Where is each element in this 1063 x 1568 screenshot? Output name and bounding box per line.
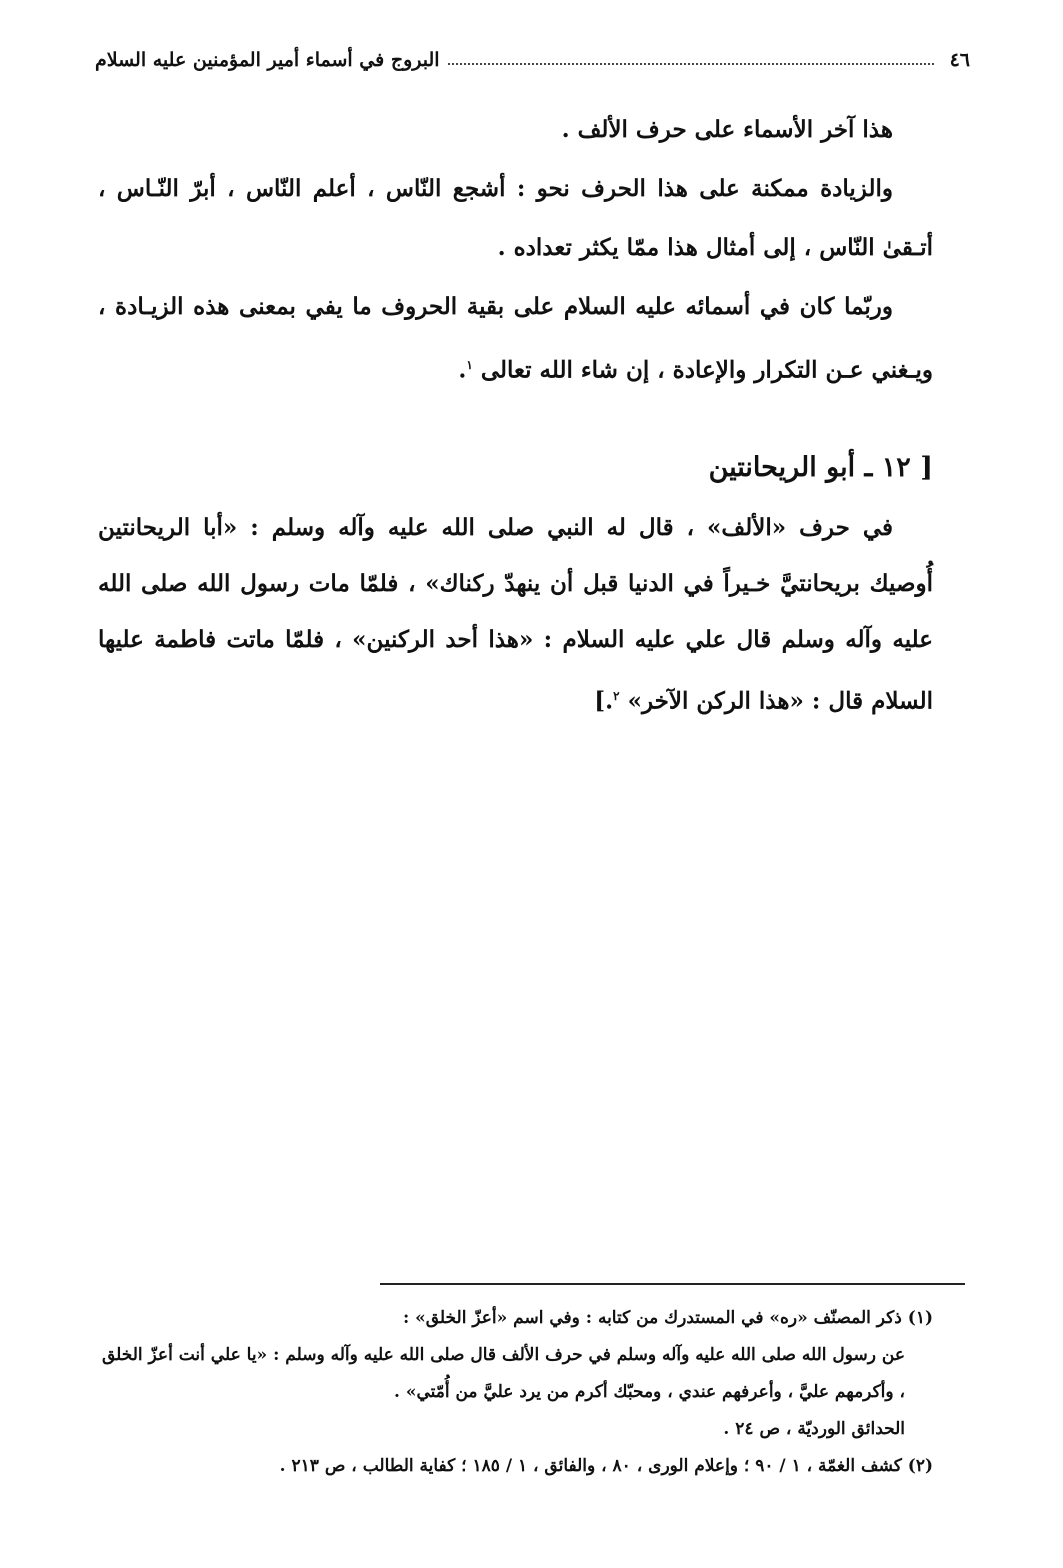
section-title: [ ١٢ ـ أبو الريحانتين [708,452,933,483]
book-title: البروج في أسماء أمير المؤمنين عليه السلام [95,49,440,71]
footnote-separator [380,1283,965,1285]
footnote-source: الحدائق الورديّة ، ص ٢٤ . [723,1419,905,1439]
footnotes [98,1300,933,1485]
running-header [95,40,970,80]
footnote: (٢) كشف الغمّة ، ١ / ٩٠ ؛ وإعلام الورى ، ٨٠ ، والفائق ، ١ / ١٨٥ ؛ كفاية الطالب ، ص ٢١٣ . [279,1456,933,1476]
footnote: (١) ذكر المصنّف «ره» في المستدرك من كتابه : وفي اسم «أعزّ الخلق» : [402,1308,933,1328]
page-number: ٤٦ [949,49,970,71]
paragraph: والزيادة ممكنة على هذا الحرف نحو : أشجع النّاس ، أعلم النّاس ، أبرّ النّـاس ، أتـقىٰ النّاس ، إلى أمثال هذا ممّا يكثر تعداده . [98,175,933,261]
section-body [98,500,933,730]
footnote-ref: ٢ [613,689,620,703]
main-body [98,100,933,400]
paragraph: وربّما كان في أسمائه عليه السلام على بقية الحروف ما يفي بمعنى هذه الزيـادة ، ويـغني عـن التكرار والإعادة ، إن شاء الله تعالى $^١$. [98,293,933,384]
paragraph: في حرف «الألف» ، قال له النبي صلى الله عليه وآله وسلم : «أبا الريحانتين أُوصيك بريحانتيَّ خـيراً في الدنيا قبل أن ينهدّ ركناك» ، فلمّا مات رسول الله صلى الله عليه وآله وسلم قال علي عليه السلام : «هذا أحد الركنين» ، فلمّا ماتت فاطمة عليها السلام قال : «هذا الركن الآخر» $^٢$.] [98,514,933,715]
footnote: عن رسول الله صلى الله عليه وآله وسلم في حرف الألف قال صلى الله عليه وآله وسلم : «يا علي أنت أعزّ الخلق ، وأكرمهم عليَّ ، وأعرفهم عندي ، ومحبّك أكرم من يرد عليَّ من أُمّتي» . [101,1345,905,1402]
footnote-ref: ١ [466,358,473,372]
header-leader-dots [448,63,934,65]
paragraph: هذا آخر الأسماء على حرف الألف . [561,116,893,143]
